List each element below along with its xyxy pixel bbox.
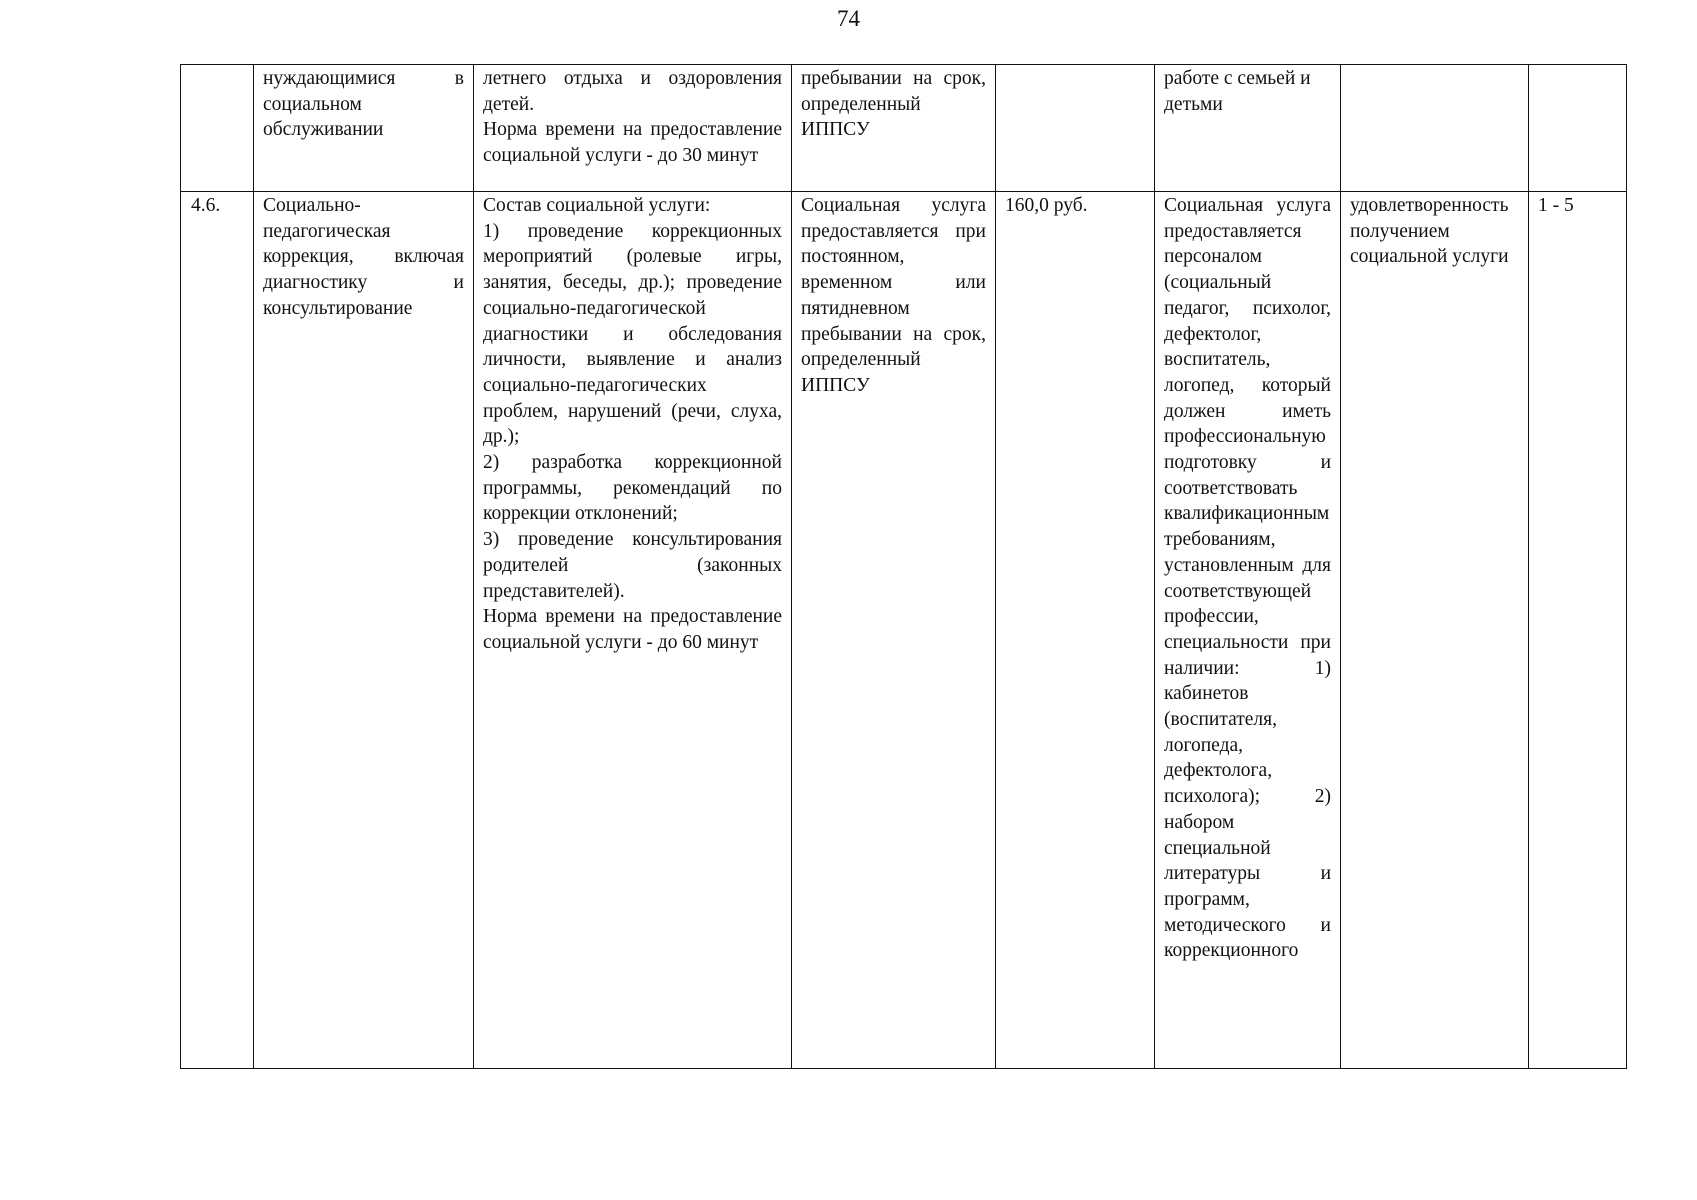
page-number: 74 (837, 6, 860, 31)
cell-price: 160,0 руб. (996, 192, 1155, 1069)
content-paragraph: 2) разработка коррекционной программы, рекомендаций по коррекции отклонений; (483, 452, 782, 525)
table-row (181, 65, 1627, 192)
cell-price (996, 65, 1155, 192)
cell-evaluation: 1 - 5 (1529, 192, 1627, 1069)
content-paragraph: Норма времени на предоставление социальной услуги - до 30 минут (483, 119, 782, 167)
content-paragraph: 3) проведение консультирования родителей (законных представителей). (483, 529, 782, 602)
content-paragraph: Норма времени на предоставление социальной услуги - до 60 минут (483, 606, 782, 653)
cell-indicators: удовлетворенность получением социальной услуги (1341, 192, 1529, 1069)
cell-terms: Социальная услуга предоставляется при постоянном, временном или пятидневном пребывании на срок, определенный ИППСУ (792, 192, 996, 1069)
cell-service-content (474, 192, 792, 1069)
cell-indicators (1341, 65, 1529, 192)
cell-evaluation (1529, 65, 1627, 192)
cell-num: 4.6. (181, 192, 254, 1069)
services-table (180, 64, 1627, 1069)
content-paragraph: Состав социальной услуги: (483, 195, 711, 216)
content-paragraph: летнего отдыха и оздоровления детей. (483, 68, 782, 115)
cell-conditions: Социальная услуга предоставляется персоналом (социальный педагог, психолог, дефектолог, воспитатель, логопед, который должен иметь профессиональную подготовку и соответствовать квалификационным требованиям, установленным для соответствующей профессии, специальности при наличии: 1) кабинетов (воспитателя, логопеда, дефектолога, психолога); 2) набором специальной литературы и программ, методического и коррекционного (1155, 192, 1341, 1069)
cell-service-content (474, 65, 792, 192)
table-row (181, 192, 1627, 1069)
cell-conditions: работе с семьей и детьми (1155, 65, 1341, 192)
cell-service-name: Социально-педагогическая коррекция, включая диагностику и консультирование (254, 192, 474, 1069)
cell-terms: пребывании на срок, определенный ИППСУ (792, 65, 996, 192)
cell-service-name: нуждающимися в социальном обслуживании (254, 65, 474, 192)
content-paragraph: 1) проведение коррекционных мероприятий (ролевые игры, занятия, беседы, др.); проведение социально-педагогической диагностики и обследования личности, выявление и анализ социально-педагогических проблем, нарушений (речи, слуха, др.); (483, 220, 782, 448)
cell-num (181, 65, 254, 192)
